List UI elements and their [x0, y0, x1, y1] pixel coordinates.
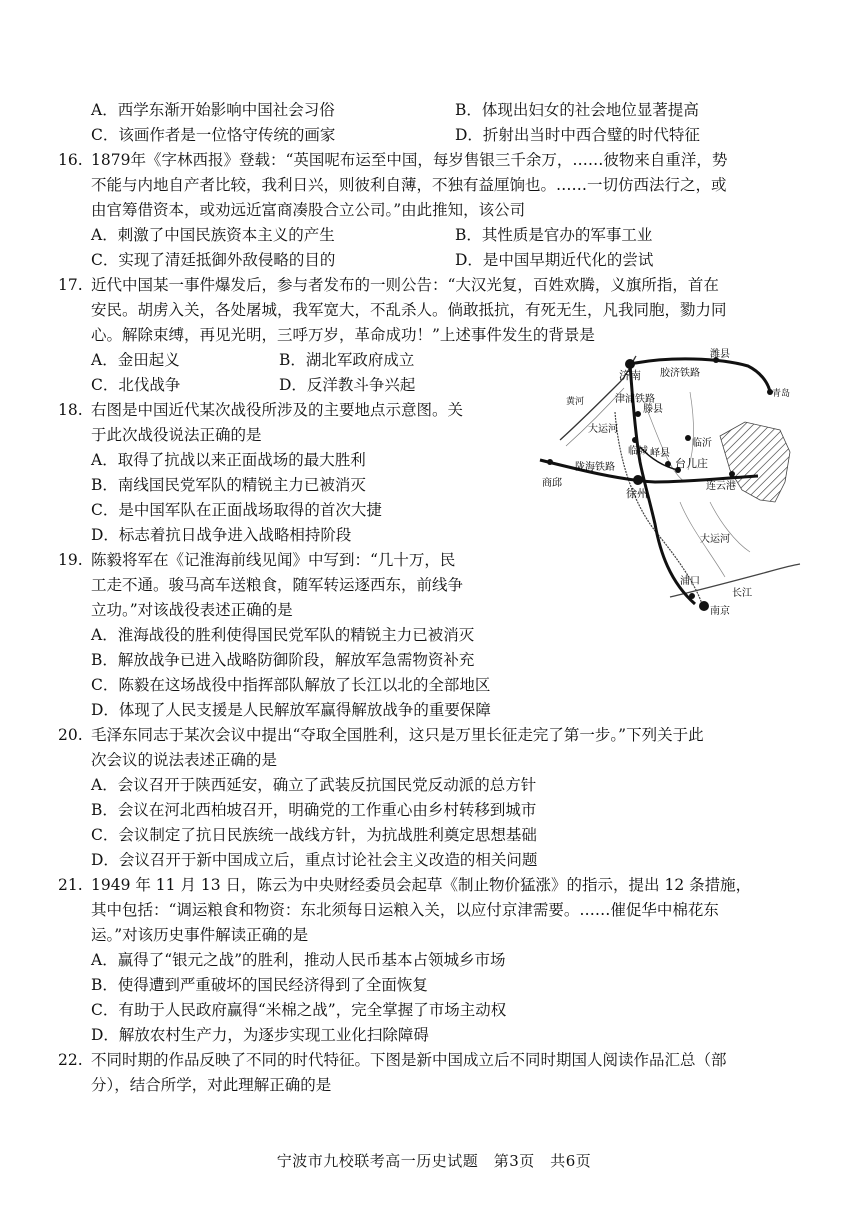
- q15-option-d: D．折射出当时中西合璧的时代特征: [455, 126, 700, 144]
- q19-option-c: C．陈毅在这场战役中指挥部队解放了长江以北的全部地区: [91, 676, 491, 694]
- label-qingdao: 青岛: [772, 389, 791, 399]
- label-changjiang: 长江: [732, 588, 752, 599]
- q17-option-b: B．湖北军政府成立: [279, 351, 415, 369]
- lincheng-marker: [632, 437, 638, 443]
- q18-option-a: A．取得了抗战以来正面战场的最大胜利: [91, 451, 366, 469]
- q19-option-a: A．淮海战役的胜利使得国民党军队的精锐主力已被消灭: [91, 626, 475, 644]
- tengxian-marker: [635, 411, 641, 417]
- q20-stem-line-2: 次会议的说法表述正确的是: [91, 751, 278, 769]
- label-jiaoji: 胶济铁路: [660, 368, 700, 379]
- q15-option-a: A．西学东渐开始影响中国社会习俗: [91, 101, 335, 119]
- label-lianyungang: 连云港: [706, 481, 736, 492]
- q20-option-c: C．会议制定了抗日民族统一战线方针，为抗战胜利奠定思想基础: [91, 826, 537, 844]
- q21-stem-line-3: 运。”对该历史事件解读正确的是: [91, 926, 309, 944]
- q16-number: 16.: [58, 151, 83, 169]
- linyi-marker: [685, 435, 691, 441]
- label-tengxian: 滕县: [643, 404, 663, 415]
- q17-option-c: C．北伐战争: [91, 376, 181, 394]
- xuzhou-marker: [633, 475, 643, 485]
- q16-stem-line-1: 1879年《字林西报》登载：“英国呢布运至中国，每岁售银三千余万，……彼物来自重洋，势: [91, 151, 728, 169]
- q18-option-d: D．标志着抗日战争进入战略相持阶段: [91, 526, 352, 544]
- label-xuzhou: 徐州: [626, 487, 648, 500]
- q16-stem-line-2: 不能与内地自产者比较，我利日兴，则彼利自薄，不独有益厘饷也。……一切仿西法行之，或: [91, 176, 727, 194]
- q15-option-c: C．该画作者是一位恪守传统的画家: [91, 126, 336, 144]
- label-jinan: 济南: [619, 369, 641, 382]
- q19-stem-line-2: 工走不通。骏马高车送粮食，随军转运逐西东，前线争: [91, 576, 464, 594]
- q17-stem-line-1: 近代中国某一事件爆发后，参与者发布的一则公告：“大汉光复，百姓欢腾，义旗所指，首在: [91, 276, 719, 294]
- q18-number: 18.: [58, 401, 83, 419]
- q18-stem-line-1: 右图是中国近代某次战役所涉及的主要地点示意图。关: [91, 401, 464, 419]
- q19-stem-line-3: 立功。”对该战役表述正确的是: [91, 601, 293, 619]
- label-huanghe: 黄河: [566, 397, 585, 407]
- q20-number: 20.: [58, 726, 83, 744]
- q21-option-c: C．有助于人民政府赢得“米棉之战”，完全掌握了市场主动权: [91, 1001, 507, 1019]
- q16-option-d: D．是中国早期近代化的尝试: [455, 251, 654, 269]
- q21-stem-line-2: 其中包括：“调运粮食和物资：东北须每日运粮入关，以应付京津需要。……催促华中棉花东: [91, 901, 719, 919]
- label-longhai: 陇海铁路: [575, 462, 615, 473]
- label-taierzhuang: 台儿庄: [675, 457, 708, 470]
- nanjing-marker: [699, 601, 709, 611]
- q20-stem-line-1: 毛泽东同志于某次会议中提出“夺取全国胜利，这只是万里长征走完了第一步。”下列关于此: [91, 726, 704, 744]
- q21-option-b: B．使得遭到严重破坏的国民经济得到了全面恢复: [91, 976, 428, 994]
- q16-option-c: C．实现了清廷抵御外敌侵略的目的: [91, 251, 336, 269]
- q20-option-b: B．会议在河北西柏坡召开，明确党的工作重心由乡村转移到城市: [91, 801, 537, 819]
- q18-stem-line-2: 于此次战役说法正确的是: [91, 426, 262, 444]
- q22-stem-line-2: 分），结合所学，对此理解正确的是: [91, 1076, 332, 1094]
- jinan-marker: [625, 359, 635, 369]
- page-footer: 宁波市九校联考高一历史试题 第3页 共6页: [276, 1152, 592, 1170]
- q16-stem-line-3: 由官筹借资本，或劝远近富商凑股合立公司。”由此推知，该公司: [91, 201, 526, 219]
- label-jinpu: 津浦铁路: [615, 394, 655, 405]
- q17-number: 17.: [58, 276, 83, 294]
- q20-option-d: D．会议召开于新中国成立后，重点讨论社会主义改造的相关问题: [91, 851, 538, 869]
- q19-option-b: B．解放战争已进入战略防御阶段，解放军急需物资补充: [91, 651, 475, 669]
- q22-stem-line-1: 不同时期的作品反映了不同的时代特征。下图是新中国成立后不同时期国人阅读作品汇总（部: [91, 1051, 727, 1069]
- q19-number: 19.: [58, 551, 83, 569]
- q18-option-b: B．南线国民党军队的精锐主力已被消灭: [91, 476, 366, 494]
- q21-option-d: D．解放农村生产力，为逐步实现工业化扫除障碍: [91, 1026, 429, 1044]
- label-yunhe-s: 大运河: [700, 534, 730, 545]
- shangqiu-marker: [547, 459, 553, 465]
- q21-stem-line-1: 1949 年 11 月 13 日，陈云为中央财经委员会起草《制止物价猛涨》的指示，提出 12 条措施，: [91, 876, 752, 894]
- q17-option-d: D．反洋教斗争兴起: [279, 376, 416, 394]
- q16-option-b: B．其性质是官办的军事工业: [455, 226, 653, 244]
- q17-option-a: A．金田起义: [91, 351, 180, 369]
- pukou-marker: [689, 593, 695, 599]
- q22-number: 22.: [58, 1051, 83, 1069]
- label-pukou: 浦口: [680, 576, 700, 587]
- battle-map: [520, 349, 818, 617]
- yixian-marker: [665, 461, 671, 467]
- label-lincheng: 临城: [628, 446, 648, 457]
- q18-option-c: C．是中国军队在正面战场取得的首次大捷: [91, 501, 382, 519]
- lianyungang-marker: [729, 471, 735, 477]
- label-linyi: 临沂: [692, 438, 712, 449]
- label-nanjing: 南京: [710, 606, 730, 617]
- q15-option-b: B．体现出妇女的社会地位显著提高: [455, 101, 699, 119]
- q16-option-a: A．刺激了中国民族资本主义的产生: [91, 226, 335, 244]
- q21-option-a: A．赢得了“银元之战”的胜利，推动人民币基本占领城乡市场: [91, 951, 506, 969]
- q19-option-d: D．体现了人民支援是人民解放军赢得解放战争的重要保障: [91, 701, 491, 719]
- label-shangqiu: 商邱: [542, 478, 562, 489]
- label-yunhe-n: 大运河: [588, 424, 618, 435]
- q17-stem-line-3: 心。解除束缚，再见光明，三呼万岁，革命成功！”上述事件发生的背景是: [91, 326, 595, 344]
- q19-stem-line-1: 陈毅将军在《记淮海前线见闻》中写到：“几十万，民: [91, 551, 456, 569]
- q21-number: 21.: [58, 876, 83, 894]
- label-weixian: 潍县: [710, 349, 730, 360]
- label-yixian: 峄县: [650, 448, 670, 459]
- q20-option-a: A．会议召开于陕西延安，确立了武装反抗国民党反动派的总方针: [91, 776, 537, 794]
- q17-stem-line-2: 安民。胡虏入关，各处屠城，我军宽大，不乱杀人。倘敢抵抗，有死无生，凡我同胞，勠力同: [91, 301, 727, 319]
